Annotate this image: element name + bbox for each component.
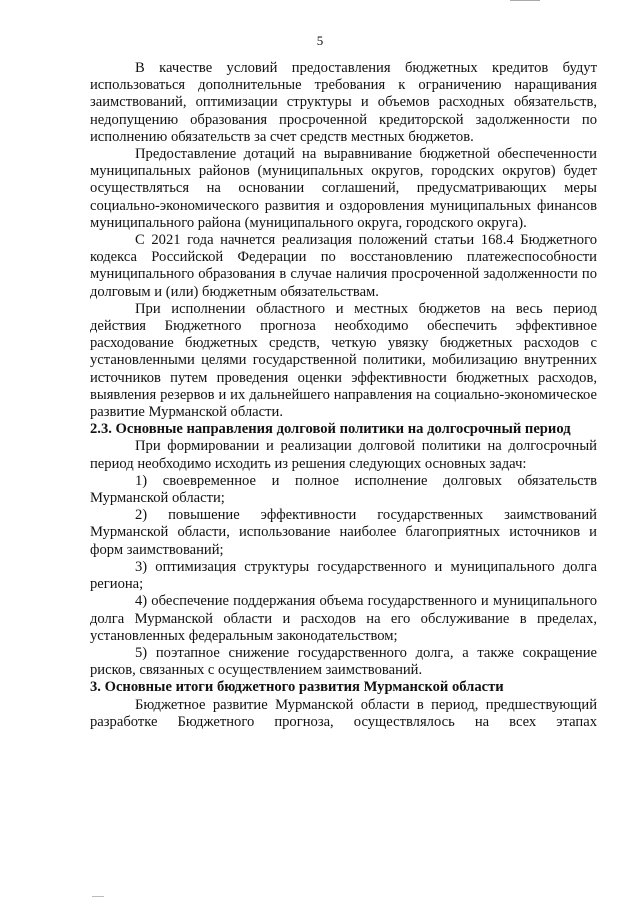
paragraph: Бюджетное развитие Мурманской области в период, предшествующий разработке Бюджетного прогноза, осуществлялось на всех этапах	[90, 696, 597, 730]
list-item: 4) обеспечение поддержания объема государственного и муниципального долга Мурманской области и расходов на его обслуживание в пределах, установленных федеральным законодательством;	[90, 593, 597, 644]
document-body	[90, 60, 597, 731]
paragraph: Предоставление дотаций на выравнивание бюджетной обеспеченности муниципальных районов (муниципальных округов, городских округов) будет осуществляться на основании соглашений, предусматривающих меры социально-экономического развития и оздоровления муниципальных финансов муниципального района (муниципального округа, городского округа).	[90, 146, 597, 231]
section-heading: 3. Основные итоги бюджетного развития Мурманской области	[90, 679, 504, 696]
list-item: 1) своевременное и полное исполнение долговых обязательств Мурманской области;	[90, 472, 597, 507]
page-number: 5	[316, 33, 324, 48]
paragraph: При формировании и реализации долговой политики на долгосрочный период необходимо исходить из решения следующих основных задач:	[90, 438, 597, 472]
paragraph: В качестве условий предоставления бюджетных кредитов будут использоваться дополнительные требования к ограничению наращивания заимствований, оптимизации структуры и объемов расходных обязательств, недопущению образования просроченной кредиторской задолженности по исполнению обязательств за счет средств местных бюджетов.	[90, 60, 597, 145]
scan-mark	[92, 896, 104, 897]
section-heading: 2.3. Основные направления долговой политики на долгосрочный период	[90, 421, 571, 438]
paragraph: При исполнении областного и местных бюджетов на весь период действия Бюджетного прогноза необходимо обеспечить эффективное расходование бюджетных средств, четкую увязку бюджетных расходов с установленными целями государственной политики, мобилизацию внутренних источников путем проведения оценки эффективности бюджетных расходов, выявления резервов и их дальнейшего направления на социально-экономическое развитие Мурманской области.	[90, 300, 597, 421]
paragraph: С 2021 года начнется реализация положений статьи 168.4 Бюджетного кодекса Российской Федерации по восстановлению платежеспособности муниципального образования в случае наличия просроченной задолженности по долговым и (или) бюджетным обязательствам.	[90, 232, 597, 300]
list-item: 2) повышение эффективности государственных заимствований Мурманской области, использование наиболее благоприятных источников и форм заимствований;	[90, 507, 597, 558]
scan-mark	[510, 0, 540, 1]
list-item: 3) оптимизация структуры государственного и муниципального долга региона;	[90, 558, 597, 593]
list-item: 5) поэтапное снижение государственного долга, а также сокращение рисков, связанных с осуществлением заимствований.	[90, 644, 597, 679]
